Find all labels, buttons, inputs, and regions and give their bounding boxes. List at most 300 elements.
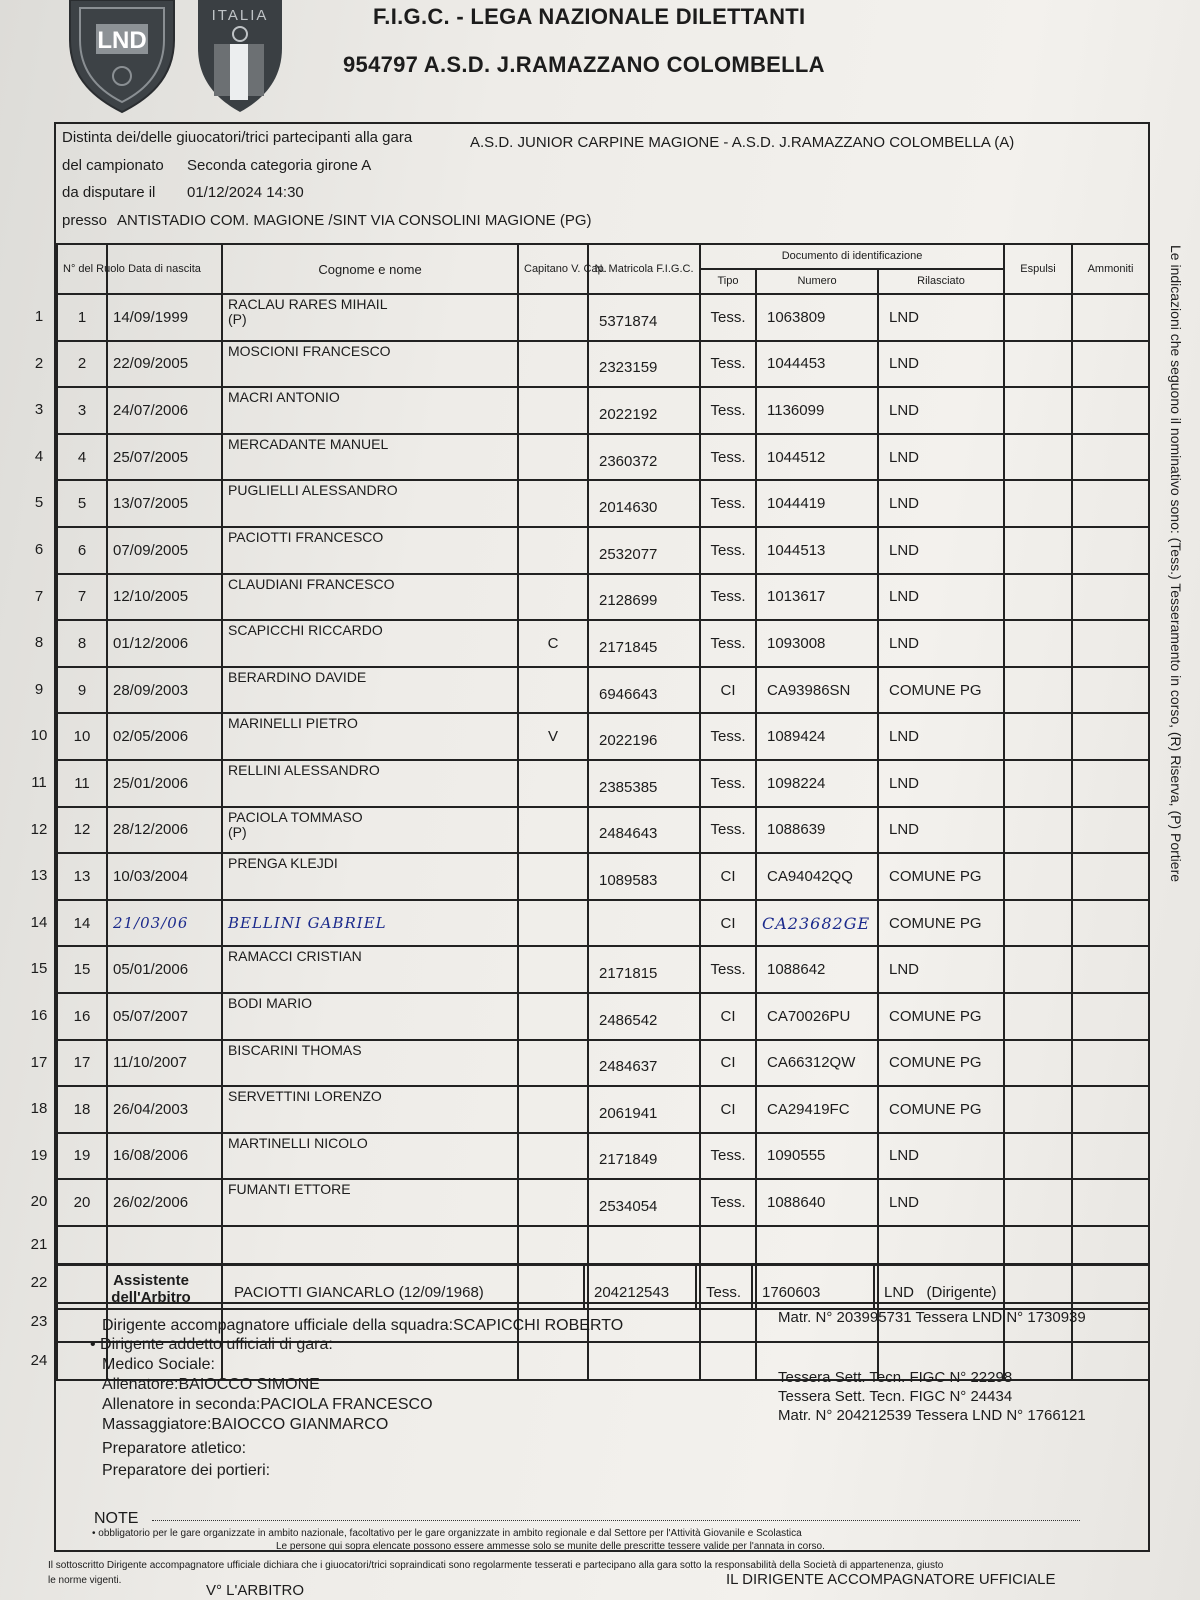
player-roster-table (56, 243, 1150, 1381)
row-number: 16 (30, 1006, 48, 1024)
ammoniti-cell (1072, 946, 1149, 993)
matricola-cell (588, 900, 700, 947)
doc-rilasciato-cell: LND (878, 760, 1004, 807)
row-number: 4 (34, 447, 44, 465)
matricola-cell: 2014630 (588, 480, 700, 527)
player-name: MARINELLI PIETRO (228, 715, 358, 732)
doc-tipo-cell: Tess. (700, 294, 756, 341)
empty-cell (222, 1226, 518, 1265)
table-row (57, 1086, 1149, 1133)
row-number: 17 (30, 1053, 48, 1071)
birthdate-cell: 25/01/2006 (107, 760, 222, 807)
col-nome: Cognome e nome (222, 244, 518, 294)
captain-cell (518, 900, 588, 947)
preparatore-portieri: Preparatore dei portieri: (102, 1462, 271, 1479)
matricola-cell: 2484643 (588, 807, 700, 854)
player-name-cell (222, 993, 518, 1040)
doc-numero-cell: CA23682GE (756, 900, 878, 947)
matricola-cell: 2022196 (588, 713, 700, 760)
espulsi-cell (1004, 946, 1072, 993)
col-ruolo: N° del Ruolo (57, 244, 107, 294)
roster-body (57, 294, 1149, 1380)
matricola-cell: 2484637 (588, 1040, 700, 1087)
table-row (57, 1133, 1149, 1180)
doc-tipo-cell: Tess. (700, 574, 756, 621)
birthdate-cell: 16/08/2006 (107, 1133, 222, 1180)
campionato-value: Seconda categoria girone A (187, 157, 372, 174)
captain-cell (518, 1179, 588, 1226)
empty-cell (1004, 1342, 1072, 1381)
club-title: 954797 A.S.D. J.RAMAZZANO COLOMBELLA (343, 52, 825, 77)
ammoniti-cell (1072, 620, 1149, 667)
table-row (57, 1179, 1149, 1226)
captain-cell (518, 1040, 588, 1087)
table-row (57, 1226, 1149, 1265)
ruolo-cell: 4 (57, 434, 107, 481)
doc-tipo-cell: Tess. (700, 807, 756, 854)
col-documento: Documento di identificazione (700, 244, 1004, 269)
ruolo-cell: 19 (57, 1133, 107, 1180)
doc-numero-cell: 1044513 (756, 527, 878, 574)
doc-rilasciato-cell: LND (878, 574, 1004, 621)
data-label: da disputare il (62, 184, 156, 201)
captain-cell (518, 480, 588, 527)
matricola-cell: 2171815 (588, 946, 700, 993)
ammoniti-cell (1072, 853, 1149, 900)
matricola-cell: 2323159 (588, 341, 700, 388)
ammoniti-cell (1072, 993, 1149, 1040)
table-row (57, 341, 1149, 388)
presso-label: presso (62, 212, 108, 229)
table-row (57, 993, 1149, 1040)
doc-rilasciato-cell: LND (878, 713, 1004, 760)
player-name: RELLINI ALESSANDRO (228, 761, 380, 778)
doc-tipo-cell: CI (700, 993, 756, 1040)
ruolo-cell: 18 (57, 1086, 107, 1133)
matricola-cell: 2385385 (588, 760, 700, 807)
row-number: 10 (30, 726, 48, 744)
matricola-cell: 2171845 (588, 620, 700, 667)
table-row (57, 387, 1149, 434)
player-name: MOSCIONI FRANCESCO (228, 342, 391, 359)
birthdate-cell: 14/09/1999 (107, 294, 222, 341)
ruolo-cell: 11 (57, 760, 107, 807)
player-name-cell (222, 480, 518, 527)
doc-numero-cell: 1088642 (756, 946, 878, 993)
note-label: NOTE (94, 1510, 139, 1527)
ruolo-cell: 17 (57, 1040, 107, 1087)
birthdate-cell: 28/12/2006 (107, 807, 222, 854)
doc-tipo-cell: CI (700, 1086, 756, 1133)
birthdate-cell: 11/10/2007 (107, 1040, 222, 1087)
espulsi-cell (1004, 1040, 1072, 1087)
captain-cell (518, 1086, 588, 1133)
captain-cell (518, 574, 588, 621)
empty-cell (107, 1226, 222, 1265)
empty-cell (518, 1226, 588, 1265)
ammoniti-cell (1072, 527, 1149, 574)
row-number: 1 (34, 307, 44, 325)
allenatore-seconda: Allenatore in seconda:PACIOLA FRANCESCO (102, 1396, 433, 1413)
espulsi-cell (1004, 853, 1072, 900)
match-teams: A.S.D. JUNIOR CARPINE MAGIONE - A.S.D. J.RAMAZZANO COLOMBELLA (A) (470, 134, 1015, 151)
doc-numero-cell: 1063809 (756, 294, 878, 341)
espulsi-cell (1004, 760, 1072, 807)
medico-sociale: Medico Sociale: (102, 1356, 215, 1373)
birthdate-cell: 01/12/2006 (107, 620, 222, 667)
row-number: 23 (30, 1312, 48, 1330)
col-rilasciato: Rilasciato (878, 269, 1004, 294)
matricola-cell: 2128699 (588, 574, 700, 621)
player-name: PACIOTTI FRANCESCO (228, 528, 384, 545)
doc-tipo-cell: CI (700, 853, 756, 900)
doc-tipo-cell: Tess. (700, 946, 756, 993)
row-number: 6 (34, 540, 44, 558)
captain-cell (518, 434, 588, 481)
ruolo-cell: 12 (57, 807, 107, 854)
doc-rilasciato-cell: COMUNE PG (878, 667, 1004, 714)
espulsi-cell (1004, 993, 1072, 1040)
matricola-cell: 2171849 (588, 1133, 700, 1180)
doc-numero-cell: CA93986SN (756, 667, 878, 714)
ruolo-cell: 14 (57, 900, 107, 947)
ammoniti-cell (1072, 807, 1149, 854)
espulsi-cell (1004, 713, 1072, 760)
birthdate-cell: 21/03/06 (107, 900, 222, 947)
doc-rilasciato-cell: COMUNE PG (878, 1086, 1004, 1133)
doc-rilasciato-cell: LND (878, 807, 1004, 854)
table-row (57, 667, 1149, 714)
doc-tipo-cell: Tess. (700, 480, 756, 527)
ammoniti-cell (1072, 760, 1149, 807)
matricola-cell: 2061941 (588, 1086, 700, 1133)
empty-cell (518, 1342, 588, 1381)
doc-tipo-cell: Tess. (700, 341, 756, 388)
col-capitano: Capitano V. Cap. (518, 244, 588, 294)
doc-rilasciato-cell: LND (878, 1133, 1004, 1180)
player-name-cell (222, 387, 518, 434)
dichiarazione-text: Il sottoscritto Dirigente accompagnatore ufficiale dichiara che i giuocatori/trici sopraindicati sono regolarmente tesserati e partecipano alla gara sotto la responsabilità della Società di appartenenza, giusto (48, 1560, 944, 1571)
row-number: 19 (30, 1146, 48, 1164)
row-number: 20 (30, 1192, 48, 1210)
player-name: SERVETTINI LORENZO (228, 1088, 382, 1105)
dirigente-accompagnatore: Dirigente accompagnatore ufficiale della squadra:SCAPICCHI ROBERTO (102, 1317, 624, 1334)
birthdate-cell: 22/09/2005 (107, 341, 222, 388)
player-name: MARTINELLI NICOLO (228, 1134, 368, 1151)
doc-rilasciato-cell: LND (878, 387, 1004, 434)
espulsi-cell (1004, 667, 1072, 714)
doc-rilasciato-cell: LND (878, 1179, 1004, 1226)
doc-rilasciato-cell: COMUNE PG (878, 900, 1004, 947)
table-row (57, 294, 1149, 341)
player-name-cell (222, 713, 518, 760)
birthdate-cell: 28/09/2003 (107, 667, 222, 714)
player-name-cell (222, 853, 518, 900)
ammoniti-cell (1072, 480, 1149, 527)
table-row (57, 1040, 1149, 1087)
espulsi-cell (1004, 294, 1072, 341)
col-numero: Numero (756, 269, 878, 294)
captain-cell (518, 527, 588, 574)
dirigente-addetto: • Dirigente addetto ufficiali di gara: (90, 1336, 333, 1353)
captain-cell (518, 387, 588, 434)
col-matricola: N. Matricola F.I.G.C. (588, 244, 700, 294)
assistente-tipo: Tess. (706, 1284, 742, 1301)
doc-rilasciato-cell: LND (878, 620, 1004, 667)
player-name-cell (222, 760, 518, 807)
player-name-cell (222, 900, 518, 947)
player-name: MACRI ANTONIO (228, 389, 340, 406)
row-number: 11 (31, 773, 47, 791)
campionato-label: del campionato (62, 157, 164, 174)
empty-cell (1004, 1226, 1072, 1265)
doc-numero-cell: 1088639 (756, 807, 878, 854)
ammoniti-cell (1072, 387, 1149, 434)
doc-rilasciato-cell: LND (878, 434, 1004, 481)
doc-numero-cell: 1093008 (756, 620, 878, 667)
assistente-arbitro-row (56, 1264, 1148, 1310)
figc-italia-logo (196, 0, 284, 112)
birthdate-cell: 12/10/2005 (107, 574, 222, 621)
doc-numero-cell: 1044453 (756, 341, 878, 388)
doc-tipo-cell: CI (700, 900, 756, 947)
doc-numero-cell: CA29419FC (756, 1086, 878, 1133)
player-name-cell (222, 574, 518, 621)
empty-cell (700, 1226, 756, 1265)
ammoniti-cell (1072, 574, 1149, 621)
doc-tipo-cell: Tess. (700, 527, 756, 574)
doc-rilasciato-cell: LND (878, 341, 1004, 388)
espulsi-cell (1004, 1133, 1072, 1180)
captain-cell (518, 807, 588, 854)
empty-cell (878, 1226, 1004, 1265)
doc-numero-cell: 1013617 (756, 574, 878, 621)
doc-numero-cell: CA70026PU (756, 993, 878, 1040)
matricola-cell: 5371874 (588, 294, 700, 341)
doc-rilasciato-cell: COMUNE PG (878, 853, 1004, 900)
table-row (57, 527, 1149, 574)
doc-numero-cell: 1098224 (756, 760, 878, 807)
espulsi-cell (1004, 527, 1072, 574)
captain-cell: C (518, 620, 588, 667)
empty-cell (756, 1226, 878, 1265)
player-name-cell (222, 294, 518, 341)
doc-numero-cell: 1089424 (756, 713, 878, 760)
tessera-allenatore-seconda: Tessera Sett. Tecn. FIGC N° 24434 (778, 1388, 1013, 1405)
player-name: PACIOLA TOMMASO (228, 808, 363, 825)
matricola-dirigente: Matr. N° 203995731 Tessera LND N° 1730939 (778, 1309, 1086, 1326)
player-name-cell (222, 1179, 518, 1226)
ruolo-cell: 5 (57, 480, 107, 527)
doc-numero-cell: CA66312QW (756, 1040, 878, 1087)
player-name: CLAUDIANI FRANCESCO (228, 575, 395, 592)
player-name-cell (222, 527, 518, 574)
legend-vertical-note: Le indicazioni che seguono il nominativo sono: (Tess.) Tesseramento in corso, (R) Riserva, (P) Portiere (1168, 245, 1184, 883)
doc-tipo-cell: Tess. (700, 620, 756, 667)
ammoniti-cell (1072, 667, 1149, 714)
table-row (57, 713, 1149, 760)
captain-cell (518, 341, 588, 388)
tessera-allenatore: Tessera Sett. Tecn. FIGC N° 22298 (778, 1369, 1013, 1386)
row-number: 3 (34, 400, 44, 418)
ammoniti-cell (1072, 341, 1149, 388)
ruolo-cell: 15 (57, 946, 107, 993)
ruolo-cell: 1 (57, 294, 107, 341)
row-number: 22 (30, 1273, 48, 1291)
row-number: 14 (30, 913, 48, 931)
player-name-cell (222, 667, 518, 714)
birthdate-cell: 07/09/2005 (107, 527, 222, 574)
player-name: PRENGA KLEJDI (228, 855, 338, 872)
federation-title: F.I.G.C. - LEGA NAZIONALE DILETTANTI (373, 4, 806, 29)
espulsi-cell (1004, 807, 1072, 854)
doc-numero-cell: 1044419 (756, 480, 878, 527)
birthdate-cell: 26/04/2003 (107, 1086, 222, 1133)
row-number: 21 (30, 1235, 48, 1253)
ammoniti-cell (1072, 900, 1149, 947)
birthdate-cell: 24/07/2006 (107, 387, 222, 434)
doc-rilasciato-cell: LND (878, 480, 1004, 527)
matricola-cell: 1089583 (588, 853, 700, 900)
empty-cell (588, 1342, 700, 1381)
captain-cell (518, 993, 588, 1040)
player-name-cell (222, 1133, 518, 1180)
venue: ANTISTADIO COM. MAGIONE /SINT VIA CONSOLINI MAGIONE (PG) (117, 212, 592, 229)
espulsi-cell (1004, 341, 1072, 388)
col-espulsi: Espulsi (1004, 244, 1072, 294)
table-row (57, 434, 1149, 481)
ruolo-cell: 10 (57, 713, 107, 760)
empty-cell (57, 1226, 107, 1265)
row-number: 18 (30, 1099, 48, 1117)
ruolo-cell: 2 (57, 341, 107, 388)
row-number: 24 (30, 1351, 48, 1369)
ruolo-cell: 9 (57, 667, 107, 714)
assistente-rilasciato: LND (Dirigente) (884, 1284, 997, 1301)
table-row (57, 946, 1149, 993)
ruolo-cell: 20 (57, 1179, 107, 1226)
captain-cell (518, 294, 588, 341)
doc-tipo-cell: Tess. (700, 387, 756, 434)
doc-numero-cell: 1090555 (756, 1133, 878, 1180)
lnd-logo (66, 0, 178, 112)
captain-cell (518, 667, 588, 714)
dichiarazione-norme: le norme vigenti. (48, 1575, 122, 1586)
ruolo-cell: 8 (57, 620, 107, 667)
player-name-cell (222, 946, 518, 993)
player-name: BERARDINO DAVIDE (228, 668, 367, 685)
captain-cell (518, 1133, 588, 1180)
table-row (57, 853, 1149, 900)
player-name: BODI MARIO (228, 994, 313, 1011)
row-number: 9 (34, 680, 44, 698)
empty-cell (588, 1226, 700, 1265)
ammoniti-cell (1072, 434, 1149, 481)
birthdate-cell: 26/02/2006 (107, 1179, 222, 1226)
ammoniti-cell (1072, 1133, 1149, 1180)
espulsi-cell (1004, 434, 1072, 481)
ammoniti-cell (1072, 1179, 1149, 1226)
row-number: 2 (34, 354, 44, 372)
doc-numero-cell: 1136099 (756, 387, 878, 434)
player-name-cell (222, 1086, 518, 1133)
birthdate-cell: 13/07/2005 (107, 480, 222, 527)
player-name: BISCARINI THOMAS (228, 1041, 362, 1058)
doc-rilasciato-cell: LND (878, 527, 1004, 574)
note-tessere: Le persone qui sopra elencate possono essere ammesse solo se munite delle prescritte tessere valide per l'annata in corso. (276, 1541, 825, 1552)
arbitro-signature-label: V° L'ARBITRO (206, 1582, 305, 1599)
doc-tipo-cell: Tess. (700, 760, 756, 807)
espulsi-cell (1004, 900, 1072, 947)
massaggiatore: Massaggiatore:BAIOCCO GIANMARCO (102, 1416, 389, 1433)
matricola-cell: 2534054 (588, 1179, 700, 1226)
doc-tipo-cell: Tess. (700, 713, 756, 760)
player-name-cell (222, 807, 518, 854)
doc-rilasciato-cell: LND (878, 946, 1004, 993)
dirigente-signature-label: IL DIRIGENTE ACCOMPAGNATORE UFFICIALE (726, 1571, 1056, 1588)
birthdate-cell: 05/07/2007 (107, 993, 222, 1040)
empty-cell (700, 1342, 756, 1381)
ammoniti-cell (1072, 713, 1149, 760)
table-row (57, 480, 1149, 527)
matricola-massaggiatore: Matr. N° 204212539 Tessera LND N° 1766121 (778, 1407, 1086, 1424)
empty-cell (1072, 1226, 1149, 1265)
player-role-tag: (P) (228, 311, 247, 327)
ruolo-cell: 7 (57, 574, 107, 621)
player-name: RACLAU RARES MIHAIL (228, 296, 388, 312)
table-row (57, 760, 1149, 807)
col-nascita: Data di nascita (107, 244, 222, 294)
assistente-numero: 1760603 (762, 1284, 821, 1301)
match-date: 01/12/2024 14:30 (187, 184, 304, 201)
ruolo-cell: 6 (57, 527, 107, 574)
birthdate-cell: 02/05/2006 (107, 713, 222, 760)
empty-cell (1072, 1342, 1149, 1381)
doc-rilasciato-cell: LND (878, 294, 1004, 341)
assistente-matricola: 204212543 (594, 1284, 670, 1301)
doc-rilasciato-cell: COMUNE PG (878, 1040, 1004, 1087)
assistente-label: Assistente dell'Arbitro (111, 1272, 191, 1306)
birthdate-cell: 10/03/2004 (107, 853, 222, 900)
player-name-cell (222, 341, 518, 388)
col-tipo: Tipo (700, 269, 756, 294)
lnd-logo-text: LND (97, 27, 147, 54)
allenatore: Allenatore:BAIOCCO SIMONE (102, 1376, 320, 1393)
matricola-cell: 2532077 (588, 527, 700, 574)
ruolo-cell: 16 (57, 993, 107, 1040)
captain-cell (518, 853, 588, 900)
captain-cell (518, 760, 588, 807)
espulsi-cell (1004, 480, 1072, 527)
table-row (57, 620, 1149, 667)
row-number: 15 (30, 959, 48, 977)
player-name: BELLINI GABRIEL (228, 914, 387, 933)
note-obbligatorio: • obbligatorio per le gare organizzate in ambito nazionale, facoltativo per le gare organizzate in ambito regionale e dal Settore per l'Attività Giovanile e Scolastica (92, 1528, 802, 1539)
doc-tipo-cell: Tess. (700, 1133, 756, 1180)
espulsi-cell (1004, 1086, 1072, 1133)
ammoniti-cell (1072, 294, 1149, 341)
birthdate-cell: 05/01/2006 (107, 946, 222, 993)
espulsi-cell (1004, 620, 1072, 667)
table-row (57, 807, 1149, 854)
doc-tipo-cell: CI (700, 1040, 756, 1087)
player-name-cell (222, 1040, 518, 1087)
ruolo-cell: 13 (57, 853, 107, 900)
assistente-nome: PACIOTTI GIANCARLO (12/09/1968) (234, 1284, 484, 1301)
player-name-cell (222, 434, 518, 481)
row-number: 12 (30, 820, 48, 838)
doc-tipo-cell: Tess. (700, 1179, 756, 1226)
